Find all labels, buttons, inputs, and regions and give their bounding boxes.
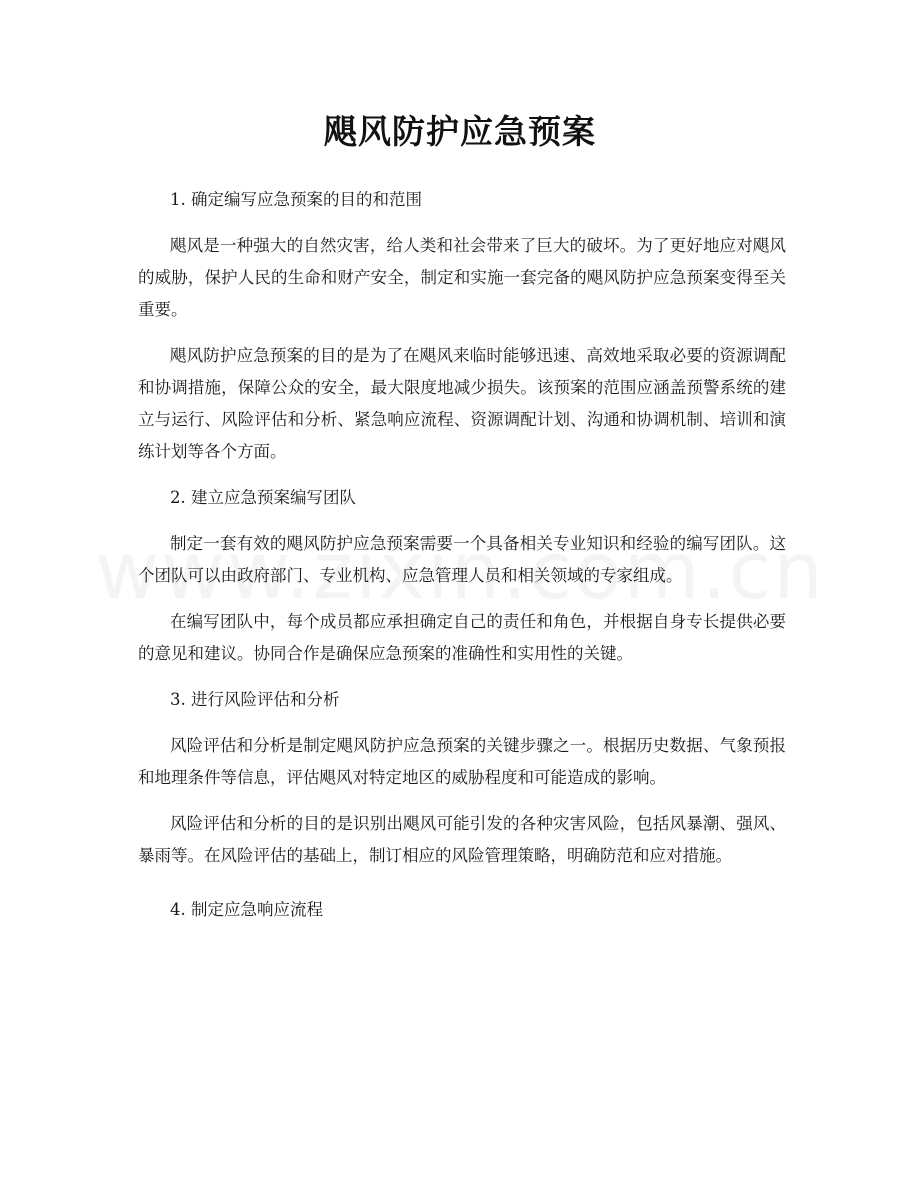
section-heading-2: 2. 建立应急预案编写团队: [170, 488, 356, 507]
paragraph: 风险评估和分析的目的是识别出飓风可能引发的各种灾害风险，包括风暴潮、强风、暴雨等。在风险评估的基础上，制订相应的风险管理策略，明确防范和应对措施。: [138, 814, 786, 865]
paragraph: 飓风防护应急预案的目的是为了在飓风来临时能够迅速、高效地采取必要的资源调配和协调措施，保障公众的安全，最大限度地减少损失。该预案的范围应涵盖预警系统的建立与运行、风险评估和分析、紧急响应流程、资源调配计划、沟通和协调机制、培训和演练计划等各个方面。: [138, 346, 786, 461]
section-heading-3: 3. 进行风险评估和分析: [170, 690, 340, 709]
section-heading-4: 4. 制定应急响应流程: [170, 900, 323, 919]
section-heading-1: 1. 确定编写应急预案的目的和范围: [170, 190, 422, 209]
paragraph: 制定一套有效的飓风防护应急预案需要一个具备相关专业知识和经验的编写团队。这个团队可以由政府部门、专业机构、应急管理人员和相关领域的专家组成。: [138, 534, 786, 585]
paragraph: 在编写团队中，每个成员都应承担确定自己的责任和角色，并根据自身专长提供必要的意见和建议。协同合作是确保应急预案的准确性和实用性的关键。: [138, 612, 786, 663]
page-title: 飓风防护应急预案: [324, 112, 596, 151]
document-body: [138, 184, 786, 926]
paragraph: 风险评估和分析是制定飓风防护应急预案的关键步骤之一。根据历史数据、气象预报和地理条件等信息，评估飓风对特定地区的威胁程度和可能造成的影响。: [138, 736, 786, 787]
paragraph: 飓风是一种强大的自然灾害，给人类和社会带来了巨大的破坏。为了更好地应对飓风的威胁，保护人民的生命和财产安全，制定和实施一套完备的飓风防护应急预案变得至关重要。: [138, 236, 786, 319]
